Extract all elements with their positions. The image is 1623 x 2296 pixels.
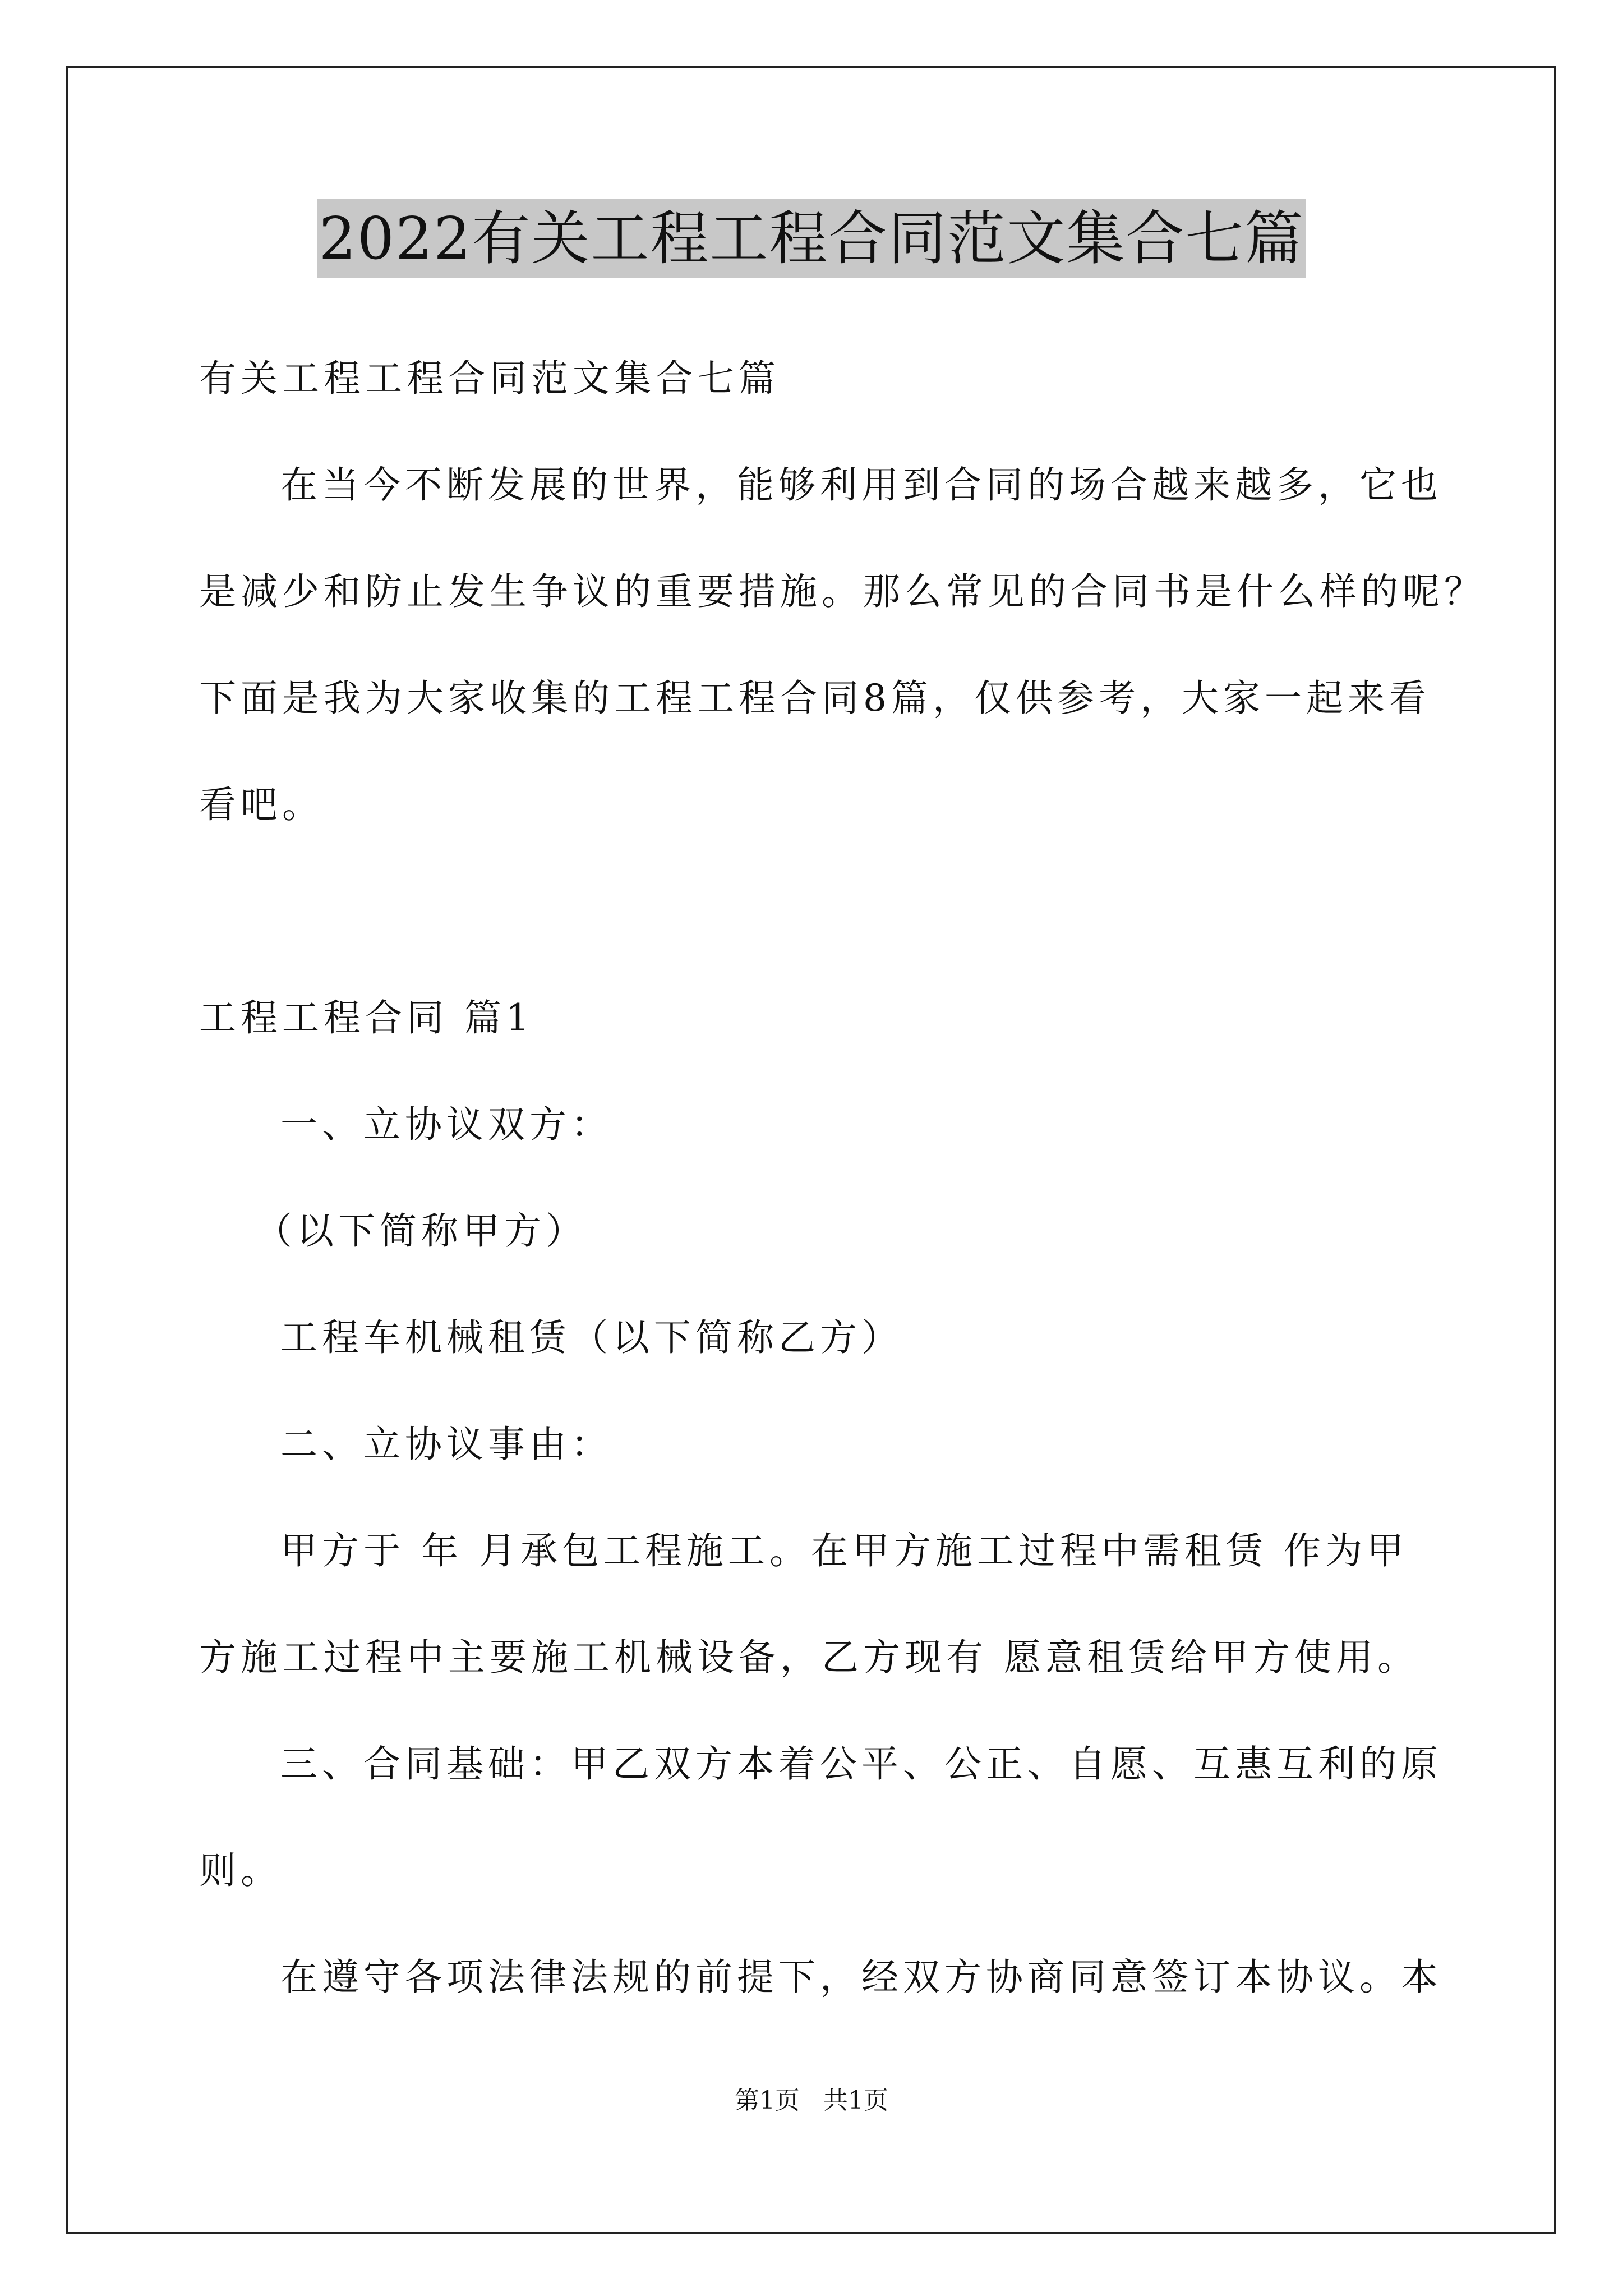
intro-line-1: 在当今不断发展的世界，能够利用到合同的场合越来越多，它也	[280, 463, 1442, 507]
intro-line-2: 是减少和防止发生争议的重要措施。那么常见的合同书是什么样的呢？	[199, 570, 1486, 613]
body-line-3: 工程车机械租赁（以下简称乙方）	[280, 1316, 903, 1359]
section-heading: 工程工程合同 篇1	[199, 996, 534, 1039]
document-subtitle: 有关工程工程合同范文集合七篇	[199, 357, 780, 400]
body-line-8: 则。	[199, 1849, 282, 1892]
body-line-2: （以下简称甲方）	[255, 1209, 587, 1253]
document-title: 2022有关工程工程合同范文集合七篇	[317, 199, 1307, 278]
body-line-6: 方施工过程中主要施工机械设备，乙方现有 愿意租赁给甲方使用。	[199, 1636, 1419, 1679]
body-line-7: 三、合同基础：甲乙双方本着公平、公正、自愿、互惠互利的原	[280, 1742, 1442, 1786]
body-line-5: 甲方于 年 月承包工程施工。在甲方施工过程中需租赁 作为甲	[280, 1529, 1408, 1572]
intro-line-4: 看吧。	[199, 783, 324, 826]
body-line-4: 二、立协议事由：	[280, 1423, 612, 1466]
page-footer: 第1页 共1页	[735, 2086, 888, 2115]
body-line-9: 在遵守各项法律法规的前提下，经双方协商同意签订本协议。本	[280, 1955, 1442, 1999]
body-line-1: 一、立协议双方：	[280, 1103, 612, 1146]
title-container	[0, 199, 1623, 278]
intro-line-3: 下面是我为大家收集的工程工程合同8篇，仅供参考，大家一起来看	[199, 677, 1431, 720]
